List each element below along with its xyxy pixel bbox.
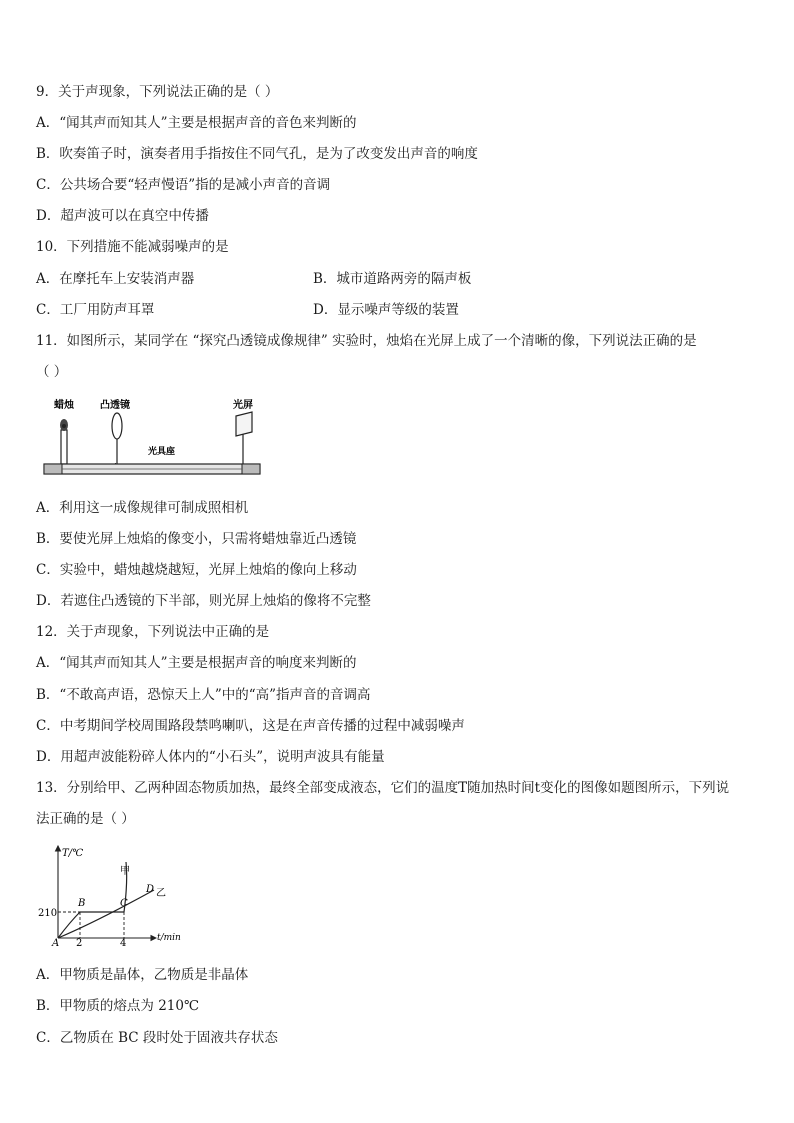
q11-stem: 11．如图所示，某同学在 “探究凸透镜成像规律” 实验时，烛焰在光屏上成了一个清晰的像，下列说法正确的是 <box>36 333 697 349</box>
q12-option-a: A．“闻其声而知其人”主要是根据声音的响度来判断的 <box>36 655 357 671</box>
q11-answer-paren: （ ） <box>36 364 68 380</box>
q13-option-b: B．甲物质的熔点为 210℃ <box>36 998 200 1014</box>
q12-option-d: D．用超声波能粉碎人体内的“小石头”，说明声波具有能量 <box>36 749 385 765</box>
q12-option-c: C．中考期间学校周围路段禁鸣喇叭，这是在声音传播的过程中减弱噪声 <box>36 718 465 734</box>
optical-bench-figure <box>40 392 265 482</box>
temperature-time-graph <box>36 842 196 948</box>
screen-label: 光屏 <box>233 400 253 411</box>
q10-option-d: D．显示噪声等级的装置 <box>313 302 459 318</box>
candle-icon <box>60 419 68 464</box>
candle-label: 蜡烛 <box>54 400 74 411</box>
optical-bench-icon <box>44 464 260 474</box>
light-screen-icon <box>236 412 252 464</box>
q10-option-c: C．工厂用防声耳罩 <box>36 302 155 318</box>
convex-lens-icon <box>112 413 122 464</box>
q12-stem: 12．关于声现象，下列说法中正确的是 <box>36 624 270 640</box>
q10-option-a: A．在摩托车上安装消声器 <box>36 271 195 287</box>
q9-option-a: A．“闻其声而知其人”主要是根据声音的音色来判断的 <box>36 115 357 131</box>
label-jia: 甲 <box>120 866 130 877</box>
q12-option-b: B．“不敢高声语，恐惊天上人”中的“高”指声音的音调高 <box>36 687 371 703</box>
q11-option-a: A．利用这一成像规律可制成照相机 <box>36 500 249 516</box>
point-b: B <box>78 898 86 909</box>
q11-option-c: C．实验中，蜡烛越烧越短，光屏上烛焰的像向上移动 <box>36 562 357 578</box>
q11-option-b: B．要使光屏上烛焰的像变小，只需将蜡烛靠近凸透镜 <box>36 531 357 547</box>
point-d: D <box>146 884 155 895</box>
q9-option-b: B．吹奏笛子时，演奏者用手指按住不同气孔，是为了改变发出声音的响度 <box>36 146 478 162</box>
curve-yi <box>58 890 154 938</box>
x-tick-2: 2 <box>76 938 83 948</box>
q10-stem: 10．下列措施不能减弱噪声的是 <box>36 239 229 255</box>
point-c: C <box>120 898 128 909</box>
q10-option-b: B．城市道路两旁的隔声板 <box>313 271 472 287</box>
lens-label: 凸透镜 <box>100 400 130 411</box>
point-a: A <box>52 938 60 948</box>
q9-stem: 9．关于声现象，下列说法正确的是（ ） <box>36 84 279 100</box>
x-tick-4: 4 <box>120 938 127 948</box>
bench-label: 光具座 <box>148 447 176 457</box>
y-tick-210: 210 <box>38 908 58 919</box>
q13-stem: 13．分别给甲、乙两种固态物质加热，最终全部变成液态，它们的温度T随加热时间t变化的图像如题图所示，下列说 <box>36 780 730 796</box>
y-axis-label: T/℃ <box>62 848 84 859</box>
q9-option-d: D．超声波可以在真空中传播 <box>36 208 209 224</box>
curve-jia <box>58 862 127 938</box>
label-yi: 乙 <box>156 888 166 899</box>
q13-option-c: C．乙物质在 BC 段时处于固液共存状态 <box>36 1030 278 1046</box>
q13-stem-continued: 法正确的是（ ） <box>36 811 135 827</box>
x-axis-label: t/min <box>157 933 181 943</box>
q9-option-c: C．公共场合要“轻声慢语”指的是减小声音的音调 <box>36 177 331 193</box>
q13-option-a: A．甲物质是晶体，乙物质是非晶体 <box>36 967 249 983</box>
q11-option-d: D．若遮住凸透镜的下半部，则光屏上烛焰的像将不完整 <box>36 593 371 609</box>
